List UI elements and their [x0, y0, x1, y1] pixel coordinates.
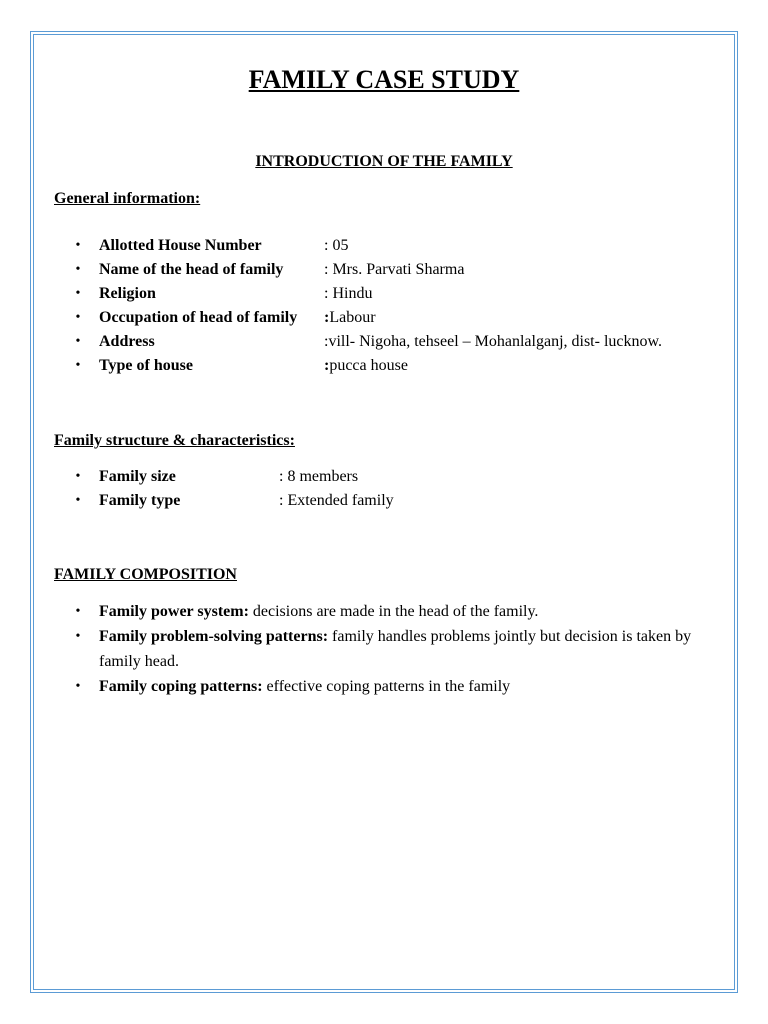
bullet-icon: • — [75, 679, 81, 694]
intro-heading: INTRODUCTION OF THE FAMILY — [255, 153, 513, 170]
item-label: Family coping patterns: — [99, 678, 263, 695]
field-label: Religion — [99, 285, 156, 302]
bullet-icon: • — [75, 493, 81, 508]
bullet-icon: • — [75, 629, 81, 644]
item-text: effective coping patterns in the family — [262, 678, 511, 695]
field-label: Occupation of head of family — [99, 309, 298, 326]
family-composition-list — [0, 599, 768, 699]
field-value — [324, 354, 408, 378]
item-text: family handles problems jointly but decision is taken by family head. — [99, 628, 692, 670]
field-label: Family size — [99, 468, 176, 485]
field-label: Family type — [99, 492, 181, 509]
field-text: pucca house — [329, 357, 408, 374]
field-value — [324, 258, 464, 282]
field-value — [279, 465, 358, 489]
field-separator: : — [279, 492, 288, 509]
field-value — [324, 306, 376, 330]
bullet-icon: • — [75, 469, 81, 484]
field-text: Labour — [329, 309, 376, 326]
field-value — [324, 234, 348, 258]
general-info-heading: General information: — [54, 190, 201, 207]
list-item — [0, 674, 699, 699]
field-separator: : — [324, 333, 329, 350]
field-text: Hindu — [332, 285, 373, 302]
field-separator: : — [324, 309, 330, 326]
bullet-icon: • — [75, 310, 81, 325]
field-label: Name of the head of family — [99, 261, 284, 278]
item-label: Family problem-solving patterns: — [99, 628, 329, 645]
bullet-icon: • — [75, 358, 81, 373]
item-label: Family power system: — [99, 603, 249, 620]
field-label: Type of house — [99, 357, 193, 374]
field-label: Allotted House Number — [99, 237, 262, 254]
field-separator: : — [324, 357, 330, 374]
field-value — [324, 282, 372, 306]
field-separator: : — [324, 237, 333, 254]
bullet-icon: • — [75, 262, 81, 277]
field-separator: : — [279, 468, 288, 485]
document-title: FAMILY CASE STUDY — [248, 65, 520, 94]
field-text: 05 — [332, 237, 349, 254]
field-value — [279, 489, 394, 513]
field-text: 8 members — [287, 468, 359, 485]
field-separator: : — [324, 261, 333, 278]
field-label: Address — [99, 333, 155, 350]
list-item — [0, 624, 699, 674]
field-text: vill- Nigoha, tehseel – Mohanlalganj, dist- lucknow. — [328, 333, 663, 350]
bullet-icon: • — [75, 334, 81, 349]
bullet-icon: • — [75, 286, 81, 301]
family-composition-heading: FAMILY COMPOSITION — [54, 566, 237, 583]
family-structure-heading: Family structure & characteristics: — [54, 432, 295, 449]
item-text: decisions are made in the head of the family. — [248, 603, 539, 620]
bullet-icon: • — [75, 238, 81, 253]
field-text: Mrs. Parvati Sharma — [332, 261, 465, 278]
bullet-icon: • — [75, 604, 81, 619]
field-value — [324, 330, 662, 354]
list-item — [0, 599, 699, 624]
field-separator: : — [324, 285, 333, 302]
field-text: Extended family — [287, 492, 394, 509]
